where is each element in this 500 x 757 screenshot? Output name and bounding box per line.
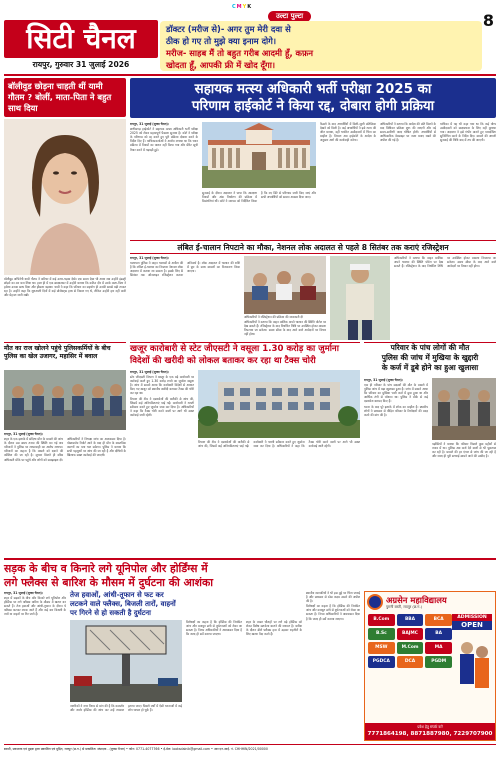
gst-col-1 [130,370,194,556]
footer-imprint [4,744,496,754]
masthead-logo-box [4,20,158,70]
flex-subhead-line-2: लटकने वाले फ्लैक्स, बिजली तारों, वाहनों [70,600,176,608]
students-group-image [455,634,493,704]
flex-col-3 [186,620,242,741]
gst-byline [130,370,194,374]
gst-photo [198,370,360,438]
gst-body-1: स्टेट जीएसटी विभाग ने खजूर के एक बड़े कारोबारी पर कार्रवाई करते हुए 1.30 करोड़ रुपये का जुर्माना वसूला है। जांच में सामने आया कि कारोबारी विदेशों से आयात किए गए खजूर को स्थानीय खरीदी बताकर टैक्स की चोरी कर रहा था। [130,375,194,396]
actress-portrait-image [4,119,126,275]
course-badge: B.Com [368,614,395,626]
advert-phone: 7771864198, 8871887980, 7229707900 [367,731,493,737]
crime-story [4,342,126,361]
family-col-2 [432,442,496,556]
flex-col-5 [306,591,360,741]
course-grid [368,614,452,668]
echallan-photo [244,256,326,314]
course-badge: B.Sc [368,628,395,640]
sidebar-headline: बॉलीवुड छोड़ना चाहती थीं यामी गौतम ? बोलीं, माता-पिता ने बहुत साथ दिया [8,81,112,113]
crime-rule [4,342,126,343]
family-body-1: एक ही परिवार के पांच सदस्यों की मौत के मामले में पुलिस जांच में बड़ा खुलासा हुआ है। जांच में सामने आया कि परिवार का मुखिया भारी कर्ज में डूबा हुआ था और आर्थिक तंगी से परेशान था। पुलिस ने मौके से कई दस्तावेज बरामद किए हैं। [364,383,428,404]
flex-body-5: स्थानीय व्यापारियों ने भी इस मुद्दे पर चिंता जताई है और प्रशासन से ठोस कदम उठाने की अपील की है। [306,591,360,604]
family-byline-text: रायपुर, 31 जुलाई (लुक्स चैनल)। [364,378,404,382]
flex-body-5b: विशेषज्ञों का कहना है कि होर्डिंग्स की नियमित जांच और मजबूत ढांचे से दुर्घटनाओं को रोका जा सकता है। निगम अधिकारियों ने आश्वासन दिया है कि जल्द ही सर्वे कराया जाएगा। [306,604,360,621]
lead-story [130,78,496,118]
sidebar-photo [4,119,126,275]
flex-body-3: विशेषज्ञों का कहना है कि होर्डिंग्स की नियमित जांच और मजबूत ढांचे से दुर्घटनाओं को रोका जा सकता है। निगम अधिकारियों ने आश्वासन दिया है कि जल्द ही सर्वे कराया जाएगा। [186,620,242,637]
highcourt-building-image [202,122,316,188]
lead-col-3 [320,122,376,238]
family-headline-line-1: परिवार के पांच लोगों की मौत [390,343,470,352]
lead-body-4: अधिकारियों ने बताया कि आदेश की प्रति मिलने के बाद विधिवत प्रक्रिया शुरू की जाएगी और नई समय-सारिणी जल्द घोषित होगी। अभ्यर्थियों से आधिकारिक वेबसाइट पर नजर बनाए रखने की अपील की गई है। [380,122,436,143]
family-headline-box [364,342,496,373]
advert-subtitle: पुरानी बस्ती, रायपुर (छ.ग.) [386,604,422,609]
course-badge: BCA [425,614,452,626]
sidebar-story [4,78,126,340]
lead-headline-box [130,78,496,118]
satire-line-2: ठीक हो गए तो मुझे क्या इनाम दोगे। [166,36,277,46]
echallan-headline-box [130,240,496,254]
course-badge: BAJMC [397,628,424,640]
lead-headline-line-2: परिणाम हाईकोर्ट ने किया रद्द, दोबारा होगी प्रक्रिया [191,99,435,114]
family-headline-line-3: के कर्ज में डूबे होने का हुआ खुलासा [381,363,479,372]
students-image [455,634,493,704]
family-byline [364,378,428,382]
flex-body-2: नागरिकों ने नगर निगम से मांग की है कि कमजोर और जर्जर होर्डिंग्स की जांच कर उन्हें तत्काल हटाया जाए। पिछले वर्षों में ऐसी घटनाओं में कई लोग घायल हो चुके हैं। [70,704,182,713]
advert-title: अग्रसेन महाविद्यालय [386,594,447,605]
lead-col-2 [202,191,316,238]
flex-subhead-box [70,591,300,618]
crime-headline: मौत का राज खोलने पहुंचे पुलिसकर्मियों के बीच पुलिस का खेल उजागर, महासिर में बवाल [4,345,111,360]
family-headline-line-2: पुलिस की जांच में मुखिया के खुद्दारी [381,353,479,362]
crime-body-text: शहर के एक इलाके में संदिग्ध मौत के मामले की जांच के दौरान उस समय तनाव की स्थिति बन गई जब परिजनों ने पुलिस पर लापरवाही का आरोप लगाया। परिजनों का कहना है कि मामले को दबाने की कोशिश की जा रही है। सूचना मिलते ही वरिष्ठ अधिकारी मौके पर पहुंचे और लोगों को समझाइश दी। अधिकारियों ने निष्पक्ष जांच का आश्वासन दिया है। पोस्टमार्टम रिपोर्ट आने के बाद ही मौत के वास्तविक कारणों का पता चल सकेगा। पुलिस ने बताया कि सभी पहलुओं पर जांच की जा रही है और दोषियों के खिलाफ सख्त कार्रवाई की जाएगी। [4,437,126,462]
masthead-title: सिटी चैनल [4,20,158,58]
crime-photo [4,370,126,430]
lead-body-5: याचिका में यह भी कहा गया था कि कई योग्य उम्मीदवारों को साक्षात्कार के लिए नहीं बुलाया गया। अदालत ने इसे गंभीर मानते हुए पारदर्शिता सुनिश्चित करने के निर्देश दिए। मामले की अगली सुनवाई की तिथि बाद में तय की जाएगी। [440,122,496,143]
hoarding-unipole-image [70,620,182,702]
gst-headline-line-2: विदेशों की खरीदी को लोकल बताकर कर रहा था टैक्स चोरी [130,356,316,366]
advert-open: OPEN [452,621,492,630]
satire-box [160,11,482,71]
crime-byline-text: रायपुर, 31 जुलाई (लुक्स चैनल)। [4,432,44,436]
footer-imprint-text: स्वामी, प्रकाशक एवं मुद्रक द्वारा प्रकाशित एवं मुद्रित, रायपुर (छ.ग.) से प्रकाशित। संपादक - (लुक्स चैनल) • फोन: 0771-4077766 • ई-मेल: looksdainik@gmail.com • आर.एन.आई. नं. CHHHIN/2021/00000 [4,747,268,751]
lead-headline-line-1: सहायक मत्स्य अधिकारी भर्ती परीक्षा 2025 का [194,82,432,97]
crime-body [4,432,126,556]
advert-admission: ADMISSION [452,614,492,621]
echallan-headline: लंबित ई-चालान निपटाने का मौका, नेशनल लोक अदालत से पहले 8 सितंबर तक कराएं रजिस्ट्रेशन [177,243,449,252]
advert-header [365,592,495,612]
cmyk-marker [232,4,252,10]
gst-headline-box [130,342,360,367]
family-photo [432,378,496,440]
course-badge: BBA [397,614,424,626]
satire-panel [160,21,482,71]
hoarding-photo [70,620,182,702]
cmyk-label: CMYK [232,4,253,10]
traffic-police-photo [330,256,390,340]
sidebar-headline-box [4,78,126,117]
lead-col-5 [440,122,496,238]
college-advert [364,591,496,741]
lead-col-1 [130,122,198,238]
echallan-byline-text: रायपुर, 31 जुलाई (लुक्स चैनल)। [130,256,170,260]
flex-body-4: शहर के व्यस्त चौराहों पर लगे बड़े होर्डिंग्स को लेकर विशेष सतर्कता बरतने की जरूरत है। बारिश के दौरान ढीले फ्लैक्स हवा में उड़कर राहगीरों के लिए खतरा पैदा करते हैं। [246,620,302,637]
course-badge: M.Com [397,642,424,654]
lead-byline [130,122,198,126]
echallan-caption-text: अधिकारियों ने रजिस्ट्रेशन की प्रक्रिया की जानकारी दी [244,315,303,319]
course-badge: PGDCA [368,656,395,668]
family-crowd-image [432,378,496,440]
college-logo-icon [367,594,383,610]
echallan-body-1: यातायात पुलिस ने वाहन चालकों से अपील की है कि लंबित ई-चालान का निपटारा नेशनल लोक अदालत में कराया जा सकता है। इसके लिए 8 सितंबर तक ऑनलाइन रजिस्ट्रेशन कराना अनिवार्य है। लोक अदालत में चालान की राशि में छूट के साथ मामलों का निराकरण किया जाएगा। [130,261,240,278]
gst-headline-line-1: खजूर कारोबारी से स्टेट जीएसटी ने वसूला 1.30 करोड़ का जुर्माना [130,344,339,354]
flex-subhead-line-3: पर गिरने से हो सकती है दुर्घटना [70,609,151,617]
family-body-3: घटना के बाद पूरे इलाके में शोक का माहौल है। स्थानीय लोगों ने प्रशासन से पीड़ित परिवार के रिश्तेदारों की मदद करने की मांग की है। [364,404,428,417]
satire-tag: उल्टा पुल्टा [268,11,311,22]
gst-body-1b: विभाग की टीम ने दस्तावेजों की बारीकी से जांच की, जिसमें कई अनियमितताएं पाई गईं। कारोबारी ने गलती स्वीकार करते हुए जुर्माना जमा कर दिया है। अधिकारियों ने कहा कि टैक्स चोरी करने वालों पर आगे भी सख्त कार्रवाई जारी रहेगी। [130,396,194,417]
lead-body-1: छत्तीसगढ़ हाईकोर्ट ने सहायक मत्स्य अधिकारी भर्ती परीक्षा 2025 को लेकर महत्वपूर्ण फैसला सुनाया है। कोर्ट ने परीक्षा के परिणाम को रद्द करते हुए पूरी प्रक्रिया दोबारा करने के निर्देश दिए हैं। याचिकाकर्ताओं ने आरोप लगाया था कि चयन प्रक्रिया में नियमों का पालन नहीं किया गया और मेरिट सूची तैयार करने में गड़बड़ी हुई। [130,127,198,152]
advert-admission-box [452,614,492,630]
satire-line-4: खोदता हूँ, आपकी फ्री में खोद दूँगा। [166,60,276,70]
course-badge: BA [425,628,452,640]
echallan-col-1 [130,256,240,340]
lead-body-3: फैसले के बाद अभ्यर्थियों में मिली-जुली प्रतिक्रिया देखने को मिली है। कई अभ्यर्थियों ने इसे न्याय की जीत बताया, वहीं चयनित उम्मीदवारों में चिंता का माहौल है। विभाग अब हाईकोर्ट के आदेश के अनुसार आगे की कार्यवाही करेगा। [320,122,376,143]
flex-subhead-line-1: तेज हवाओं, आंधी-तूफान से फट कर [70,591,164,599]
echallan-body-3: अधिकारियों ने बताया कि वाहन मालिक अपने चालान की स्थिति पोर्टल पर देख सकते हैं। रजिस्ट्रेशन के बाद निर्धारित तिथि पर उपस्थित होकर मामला निपटाया जा सकेगा। समय सीमा के बाद आने वाले आवेदनों पर विचार नहीं होगा। [394,256,496,269]
lead-col-4 [380,122,436,238]
echallan-col-3 [394,256,496,340]
advert-phone-bar [365,723,495,740]
flex-byline [4,591,66,595]
police-crowd-image [4,370,126,430]
flex-col-1 [4,591,66,741]
masthead-rule [4,74,496,76]
satire-line-1: डॉक्टर (मरीज से)- अगर तुम मेरी दवा से [166,24,291,34]
echallan-byline [130,256,240,260]
course-badge: MA [425,642,452,654]
flex-headline-line-1: सड़क के बीच व किनारे लगे यूनिपोल और होर्डिंग्स में [4,562,208,575]
traffic-police-image [330,256,390,340]
gst-office-building-image [198,370,360,438]
page-number: 8 [482,11,494,30]
advert-note: प्रवेश हेतु संपर्क करें [417,725,443,729]
family-body-2: पड़ोसियों ने बताया कि परिवार पिछले कुछ महीनों से तनाव में था। पुलिस अब कर्ज देने वालों से भी पूछताछ कर रही है। मामले की हर एंगल से जांच की जा रही है और जल्द ही पूरी सच्चाई सामने आने की उम्मीद है। [432,442,496,459]
lead-byline-text: रायपुर, 31 जुलाई (लुक्स चैनल)। [130,122,170,126]
highcourt-photo [202,122,316,188]
flex-headline-line-2: लगे फ्लैक्स से बारिश के मौसम में दुर्घटना की आशंका [4,576,214,589]
flex-byline-text: रायपुर, 31 जुलाई (लुक्स चैनल)। [4,591,44,595]
crime-byline [4,432,126,436]
flex-headline-box [4,558,496,590]
course-badge: DCA [397,656,424,668]
gst-col-2 [198,440,360,556]
echallan-caption [244,315,326,340]
lead-body-2: सुनवाई के दौरान अदालत ने पाया कि आरक्षण नियमों और अंक निर्धारण की प्रक्रिया में विसंगतियां थीं। कोर्ट ने व्यापम को निर्देशित किया है कि नए सिरे से परिणाम जारी किए जाएं और सभी अभ्यर्थियों को समान अवसर दिया जाए। [202,191,316,204]
flex-col-2 [70,704,182,741]
gst-byline-text: रायपुर, 31 जुलाई (लुक्स चैनल)। [130,370,170,374]
flex-body-1: शहर में सड़कों के बीच और किनारे लगे यूनिपोल और होर्डिंग्स पर लगे फ्लैक्स बारिश के मौसम में खतरा बन सकते हैं। तेज हवाओं और आंधी-तूफान के दौरान ये फ्लैक्स फटकर लटक जाते हैं और कई बार बिजली के तारों या वाहनों पर गिर जाते हैं। [4,596,66,617]
satire-line-3: मरीज- साहब मैं तो बहुत गरीब आदमी हूँ, कफ़न [166,48,314,58]
echallan-body-2: अधिकारियों ने बताया कि वाहन मालिक अपने चालान की स्थिति पोर्टल पर देख सकते हैं। रजिस्ट्रेशन के बाद निर्धारित तिथि पर उपस्थित होकर मामला निपटाया जा सकेगा। समय सीमा के बाद आने वाले आवेदनों पर विचार नहीं होगा। [244,320,326,337]
flex-col-4 [246,620,302,741]
family-col-1 [364,378,428,556]
gst-body-2: विभाग की टीम ने दस्तावेजों की बारीकी से जांच की, जिसमें कई अनियमितताएं पाई गईं। कारोबारी ने गलती स्वीकार करते हुए जुर्माना जमा कर दिया है। अधिकारियों ने कहा कि टैक्स चोरी करने वालों पर आगे भी सख्त कार्रवाई जारी रहेगी। [198,440,360,449]
sidebar-body-text: बॉलीवुड अभिनेत्री यामी गौतम ने करियर में कई उतार-चढ़ाव देखे। एक समय ऐसा भी आया जब उन्होंने इंडस्ट्री छोड़ने का मन बना लिया था। हाल ही में एक साक्षात्कार में उन्होंने बताया कि कठिन दौर में उनके माता-पिता ने हमेशा उनका साथ दिया और हौसला बढ़ाया। यामी ने कहा कि परिवार का सहयोग ही उनकी सबसे बड़ी ताकत रहा है। उन्होंने कहा कि शुरुआती दिनों में कई प्रोजेक्ट्स हाथ से निकल गए थे, लेकिन उन्होंने हार नहीं मानी और मेहनत जारी रखी। [4,277,126,298]
echallan-meeting-image [244,256,326,314]
course-badge: MSW [368,642,395,654]
masthead-dateline: रायपुर, गुरुवार 31 जुलाई 2026 [32,60,130,69]
course-badge: PGDM [425,656,452,668]
